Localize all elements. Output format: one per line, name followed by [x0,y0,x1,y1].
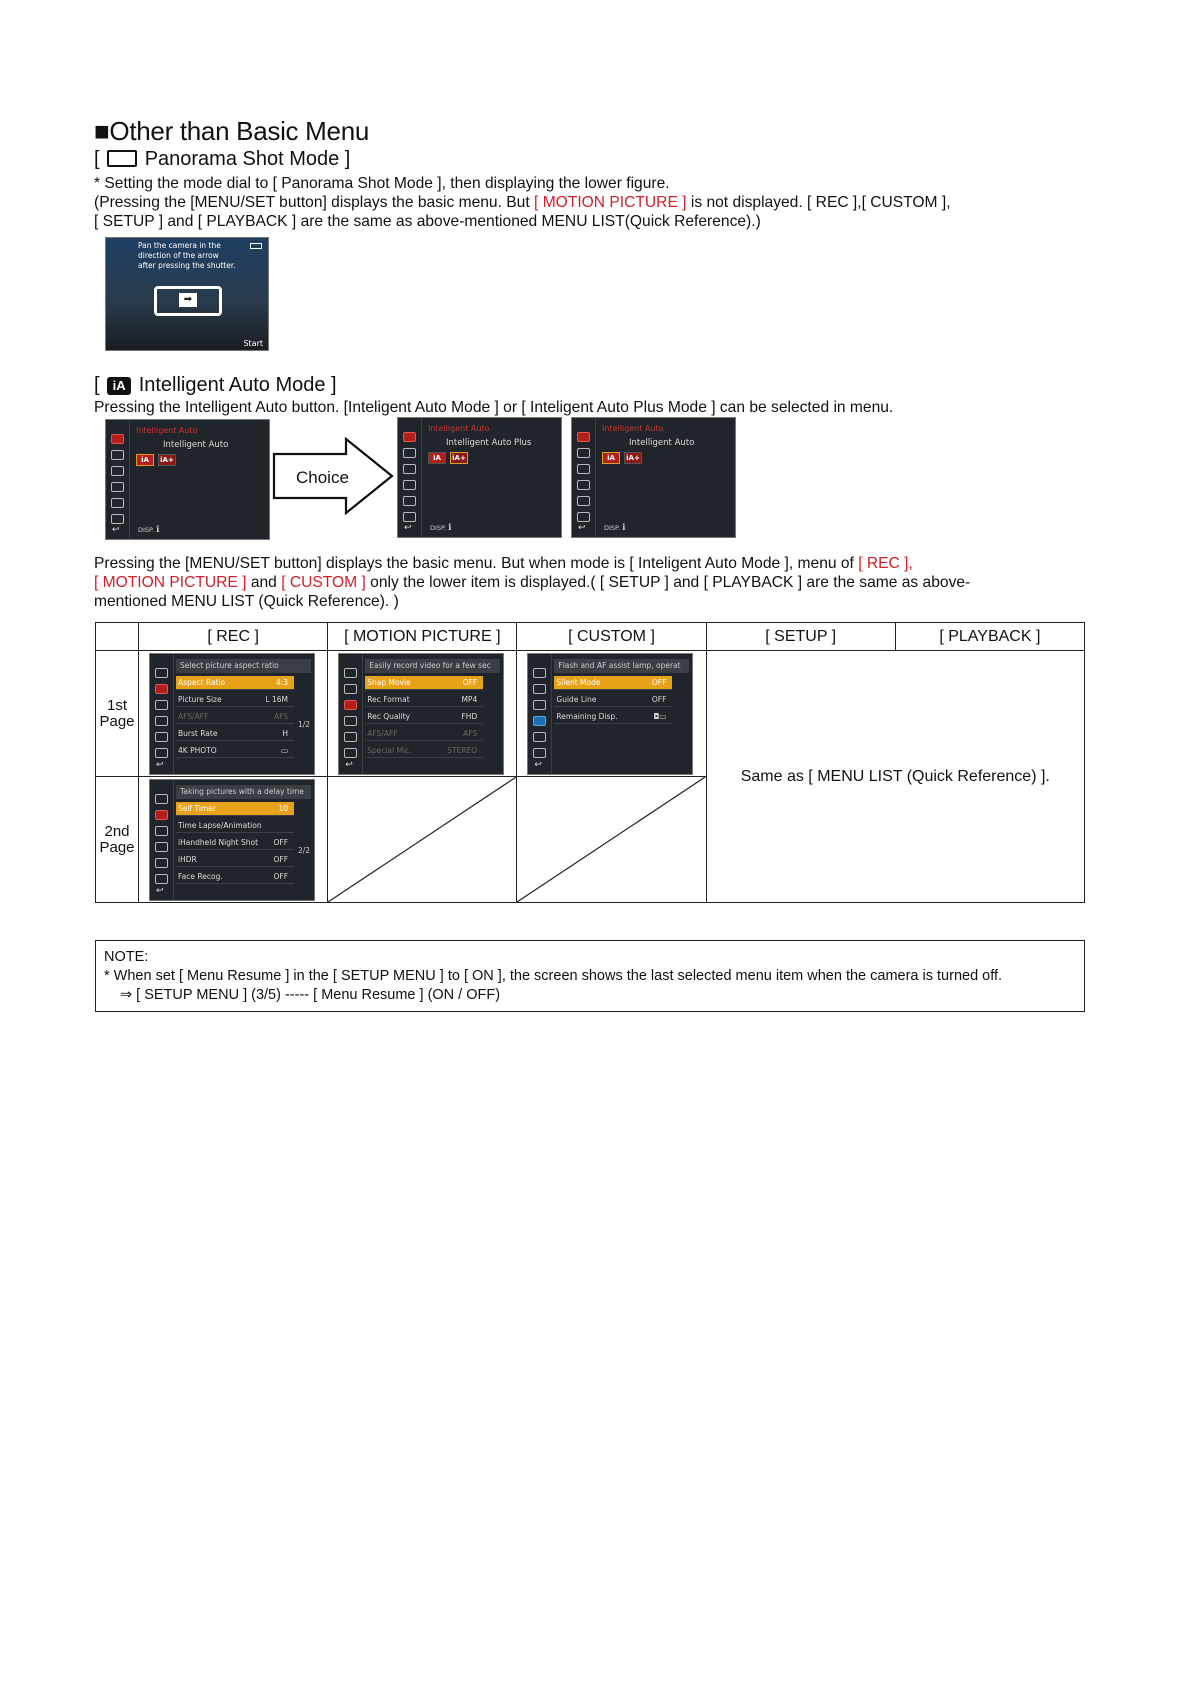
ia-screen-1: Intelligent Auto Intelligent Auto iA iA+ ↩ DISP. ℹ [105,419,270,540]
camera-icon [577,448,590,458]
ia-mode-icon: iA [428,452,446,464]
ia-heading: [ iA Intelligent Auto Mode ] [94,374,337,396]
playback-icon [344,748,357,758]
info-icon: ℹ [622,523,626,533]
camera-icon [533,684,546,694]
back-icon: ↩ [156,886,164,896]
custom-icon [111,482,124,492]
panorama-icon [107,150,137,167]
ia-plus-mode-icon: iA+ [624,452,642,464]
note-box [95,940,1085,1012]
section-heading: ■Other than Basic Menu [94,116,370,146]
camera-icon [403,448,416,458]
note-line2: ⇒ [ SETUP MENU ] (3/5) ----- [ Menu Resume ] (ON / OFF) [120,987,501,1003]
movie-icon [155,700,168,710]
empty-cell-custom [517,777,706,903]
4k-photo-icon: ▭ [280,746,289,755]
movie-icon [577,464,590,474]
custom-icon [533,716,546,726]
panorama-frame-icon [154,286,222,316]
panorama-heading: [ Panorama Shot Mode ] [94,148,351,170]
custom-icon [577,480,590,490]
info-icon: ℹ [448,523,452,533]
wrench-icon [155,732,168,742]
info-icon: ℹ [156,525,160,535]
camera-icon [111,450,124,460]
ia-tab-icon [577,432,590,442]
playback-icon [155,874,168,884]
custom-icon [155,842,168,852]
ia-plus-mode-icon: iA+ [450,452,468,464]
back-icon: ↩ [345,760,353,770]
ia-plus-mode-icon: iA+ [158,454,176,466]
movie-icon [155,826,168,836]
wrench-icon [533,732,546,742]
back-icon: ↩ [404,523,412,533]
playback-icon [111,514,124,524]
custom-icon [403,480,416,490]
same-as-cell: Same as [ MENU LIST (Quick Reference) ]. [706,651,1084,903]
ia-para-line2: [ MOTION PICTURE ] and [ CUSTOM ] only the lower item is displayed.( [ SETUP ] and [ PLAYBACK ] are the same as above- [94,574,971,591]
ia-tab-icon [533,668,546,678]
panorama-line2: (Pressing the [MENU/SET button] displays the basic menu. But [ MOTION PICTURE ] is not displayed. [ REC ],[ CUSTOM ], [94,194,951,211]
remaining-disp-icon: ◘▭ [653,712,667,721]
camera-icon [155,684,168,694]
note-title: NOTE: [104,949,149,965]
ia-para-line1: Pressing the [MENU/SET button] displays the basic menu. But when mode is [ Inteligent Auto Mode ], menu of [ REC ], [94,555,913,572]
wrench-icon [577,496,590,506]
camera-icon [155,810,168,820]
panorama-line1: * Setting the mode dial to [ Panorama Shot Mode ], then displaying the lower figure. [94,175,670,192]
custom-icon [155,716,168,726]
table-header-row [96,623,1085,651]
row-label-1st-page: 1st Page [96,651,139,777]
movie-icon [111,466,124,476]
wrench-icon [155,858,168,868]
wrench-icon [403,496,416,506]
ia-tab-icon [344,668,357,678]
battery-icon [250,243,262,249]
diagonal-line [328,777,516,902]
playback-icon [155,748,168,758]
header-motion-picture: [ MOTION PICTURE ] [328,623,517,651]
rec-page1-screen: Select picture aspect ratio Aspect Ratio 4:3 Picture Size L 16M AFS/AFF AFS Burst Rate H 4K PHOTO ▭ 1/2 ↩ [149,653,315,775]
ia-tab-icon [111,434,124,444]
diagonal-line [517,777,705,902]
arrow-right-icon: ➡ [179,293,197,307]
header-custom: [ CUSTOM ] [517,623,706,651]
playback-icon [403,512,416,522]
ia-tab-icon [155,794,168,804]
back-icon: ↩ [156,760,164,770]
menu-table [95,622,1085,903]
ia-mode-icon: iA [136,454,154,466]
ia-para-line3: mentioned MENU LIST (Quick Reference). ) [94,593,399,610]
camera-icon [344,684,357,694]
header-playback: [ PLAYBACK ] [895,623,1084,651]
movie-icon [533,700,546,710]
note-line1: * When set [ Menu Resume ] in the [ SETUP MENU ] to [ ON ], the screen shows the last selected menu item when the camera is turned off. [104,968,1003,984]
wrench-icon [344,732,357,742]
ia-line1: Pressing the Intelligent Auto button. [Inteligent Auto Mode ] or [ Inteligent Auto Plus Mode ] can be selected in menu. [94,399,894,416]
movie-icon [403,464,416,474]
wrench-icon [111,498,124,508]
playback-icon [533,748,546,758]
back-icon: ↩ [112,525,120,535]
ia-mode-icon: iA [602,452,620,464]
header-setup: [ SETUP ] [706,623,895,651]
row-label-2nd-page: 2nd Page [96,777,139,903]
ia-tab-icon [155,668,168,678]
panorama-line3: [ SETUP ] and [ PLAYBACK ] are the same as above-mentioned MENU LIST(Quick Reference).) [94,213,761,230]
rec-page2-screen: Taking pictures with a delay time Self Timer 10 Time Lapse/Animation iHandheld Night Shot OFF iHDR OFF Face Recog. OFF 2/2 ↩ [149,779,315,901]
empty-cell-motion-picture [328,777,517,903]
panorama-screen: Pan the camera in the direction of the arrow after pressing the shutter. ➡ Start [105,237,269,351]
ia-screen-2: Intelligent Auto Intelligent Auto Plus iA iA+ ↩ DISP. ℹ [397,417,562,538]
choice-label: Choice [296,468,349,487]
playback-icon [577,512,590,522]
ia-tab-icon [403,432,416,442]
custom-page1-screen: Flash and AF assist lamp, operat Silent Mode OFF Guide Line OFF Remaining Disp. ◘▭ ↩ [527,653,693,775]
table-row [96,651,1085,777]
back-icon: ↩ [534,760,542,770]
header-rec: [ REC ] [139,623,328,651]
movie-icon [344,700,357,710]
ia-icon: iA [107,377,131,395]
ia-screen-3: Intelligent Auto Intelligent Auto iA iA+ ↩ DISP. ℹ [571,417,736,538]
back-icon: ↩ [578,523,586,533]
custom-icon [344,716,357,726]
motion-picture-page1-screen: Easily record video for a few sec Snap Movie OFF Rec Format MP4 Rec Quality FHD AFS/AFF AFS Special Mic. STEREO ↩ [338,653,504,775]
